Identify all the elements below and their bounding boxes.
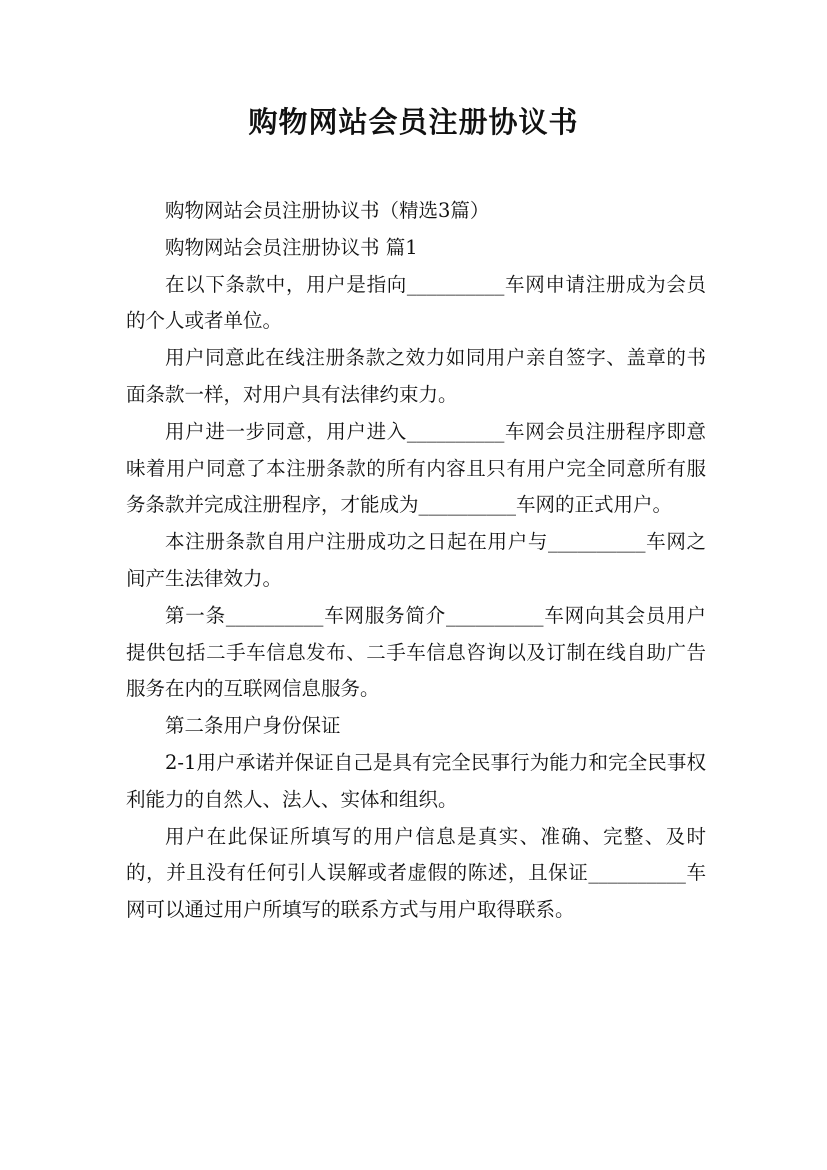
paragraph-article-2-1: 2-1用户承诺并保证自己是具有完全民事行为能力和完全民事权利能力的自然人、法人、实体和组织。 [126,750,706,811]
paragraph-subtitle: 购物网站会员注册协议书（精选3篇） [165,199,490,222]
paragraph-binding-effect: 用户同意此在线注册条款之效力如同用户亲自签字、盖章的书面条款一样，对用户具有法律约束力。 [126,346,706,406]
paragraph-article-1: 第一条__________车网服务简介__________车网向其会员用户提供包括二手车信息发布、二手车信息咨询以及订制在线自助广告服务在内的互联网信息服务。 [126,603,706,701]
paragraph-section-heading: 购物网站会员注册协议书 篇1 [165,235,418,259]
paragraph-effective-date: 本注册条款自用户注册成功之日起在用户与__________车网之间产生法律效力。 [126,530,706,590]
document-title: 购物网站会员注册协议书 [248,105,579,139]
paragraph-definition: 在以下条款中，用户是指向__________车网申请注册成为会员的个人或者单位。 [126,272,706,333]
paragraph-user-guarantee: 用户在此保证所填写的用户信息是真实、准确、完整、及时的，并且没有任何引人误解或者虚假的陈述，且保证__________车网可以通过用户所填写的联系方式与用户取得联系。 [126,824,706,922]
paragraph-further-consent: 用户进一步同意，用户进入__________车网会员注册程序即意味着用户同意了本注册条款的所有内容且只有用户完全同意所有服务条款并完成注册程序，才能成为__________车网的正式用户。 [126,419,706,517]
document-body [126,193,706,929]
paragraph-article-2-heading: 第二条用户身份保证 [165,714,341,738]
